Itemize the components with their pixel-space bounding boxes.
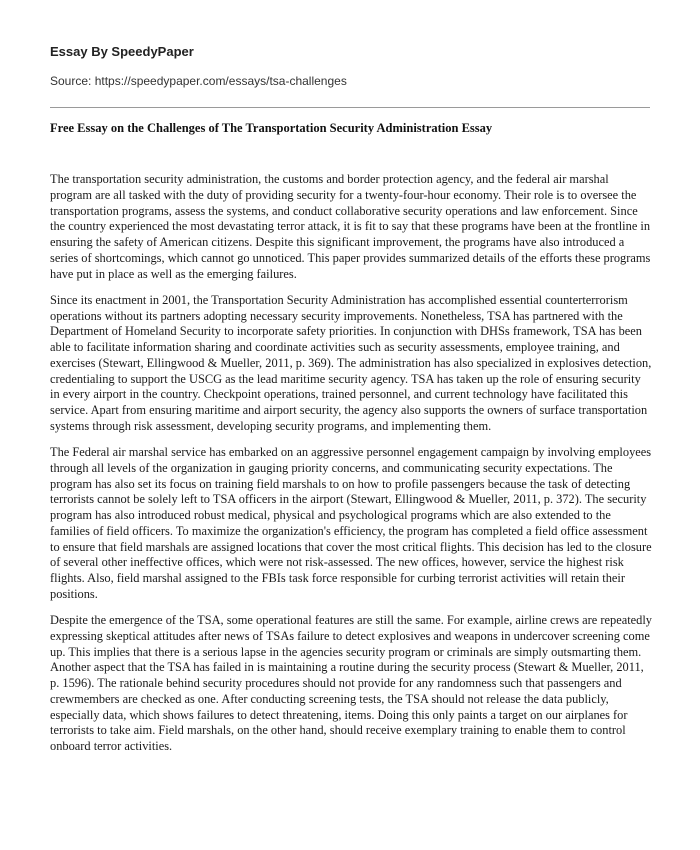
essay-paragraph-1: The transportation security administration, the customs and border protection agency, and the federal air marshal program are all tasked with the duty of providing security for a twenty-four-hour economy. Their role is to oversee the transportation programs, assess the systems, and conduct collaborative security operations and law enforcement. Since the country experienced the most devastating terror attack, it is fit to say that these programs have been at the frontline in ensuring the safety of American citizens. Despite this significant improvement, the programs have also introduced a series of shortcomings, which cannot go unnoticed. This paper provides summarized details of the efforts these programs have put in place as well as the emerging failures. xyxy=(50,172,651,281)
essay-paragraph-2: Since its enactment in 2001, the Transportation Security Administration has accomplished essential counterterrorism operations without its partners adopting necessary security improvements. Nonetheless, TSA has partnered with the Department of Homeland Security to incorporate safety priorities. In conjunction with DHSs framework, TSA has been able to facilitate information sharing and coordinate activities such as security assessments, employee training, and exercises (Stewart, Ellingwood & Mueller, 2011, p. 369). The administration has also specialized in explosives detection, credentialing to support the USCG as the lead maritime security agency. TSA has taken up the role of ensuring security in every airport in the country. Checkpoint operations, trained personnel, and current technology have facilitated this service. Apart from ensuring maritime and airport security, the agency also supports the owners of surface transportation systems through risk assessment, developing security programs, and implementing them. xyxy=(50,292,652,433)
essay-title: Free Essay on the Challenges of The Transportation Security Administration Essay xyxy=(50,121,493,135)
essay-paragraph-3: The Federal air marshal service has embarked on an aggressive personnel engagement campaign by involving employees through all levels of the organization in gauging priority concerns, and communicating security expectations. The program has also set its focus on training field marshals to on how to profile passengers because the task of detecting terrorists cannot be solely left to TSA officers in the airport (Stewart, Ellingwood & Mueller, 2011, p. 372). The security program has also introduced robust medical, physical and psychological programs which are also extended to the families of field officers. To maximize the organization's efficiency, the program has completed a field office assessment to ensure that field marshals are assigned locations that cover the most critical flights. This decision has led to the closure of several other ineffective offices, which were not risk-assessed. The new offices, however, service the highest risk flights. Also, field marshal assigned to the FBIs task force responsible for curbing terrorist activities will retain their positions. xyxy=(50,445,652,601)
essay-body xyxy=(50,172,653,765)
essay-paragraph-4: Despite the emergence of the TSA, some operational features are still the same. For example, airline crews are repeatedly expressing skeptical attitudes after news of TSAs failure to detect explosives and weapons in undercover screening come up. This implies that there is a serious lapse in the agencies security program or criminals are simply outsmarting them. Another aspect that the TSA has failed in is maintaining a routine during the security process (Stewart & Mueller, 2011, p. 1596). The rationale behind security procedures should not provide for any randomness such that passengers and crewmembers are checked as one. After conducting screening tests, the TSA should not release the data publicly, especially data, which shows failures to detect threatening, items. Doing this only paints a target on our airplanes for terrorists to take aim. Field marshals, on the other hand, should receive exemplary training to enable them to control onboard terror activities. xyxy=(50,613,652,753)
header-divider xyxy=(50,107,650,108)
document-header-title: Essay By SpeedyPaper xyxy=(50,44,194,59)
document-source-line: Source: https://speedypaper.com/essays/tsa-challenges xyxy=(50,74,347,88)
